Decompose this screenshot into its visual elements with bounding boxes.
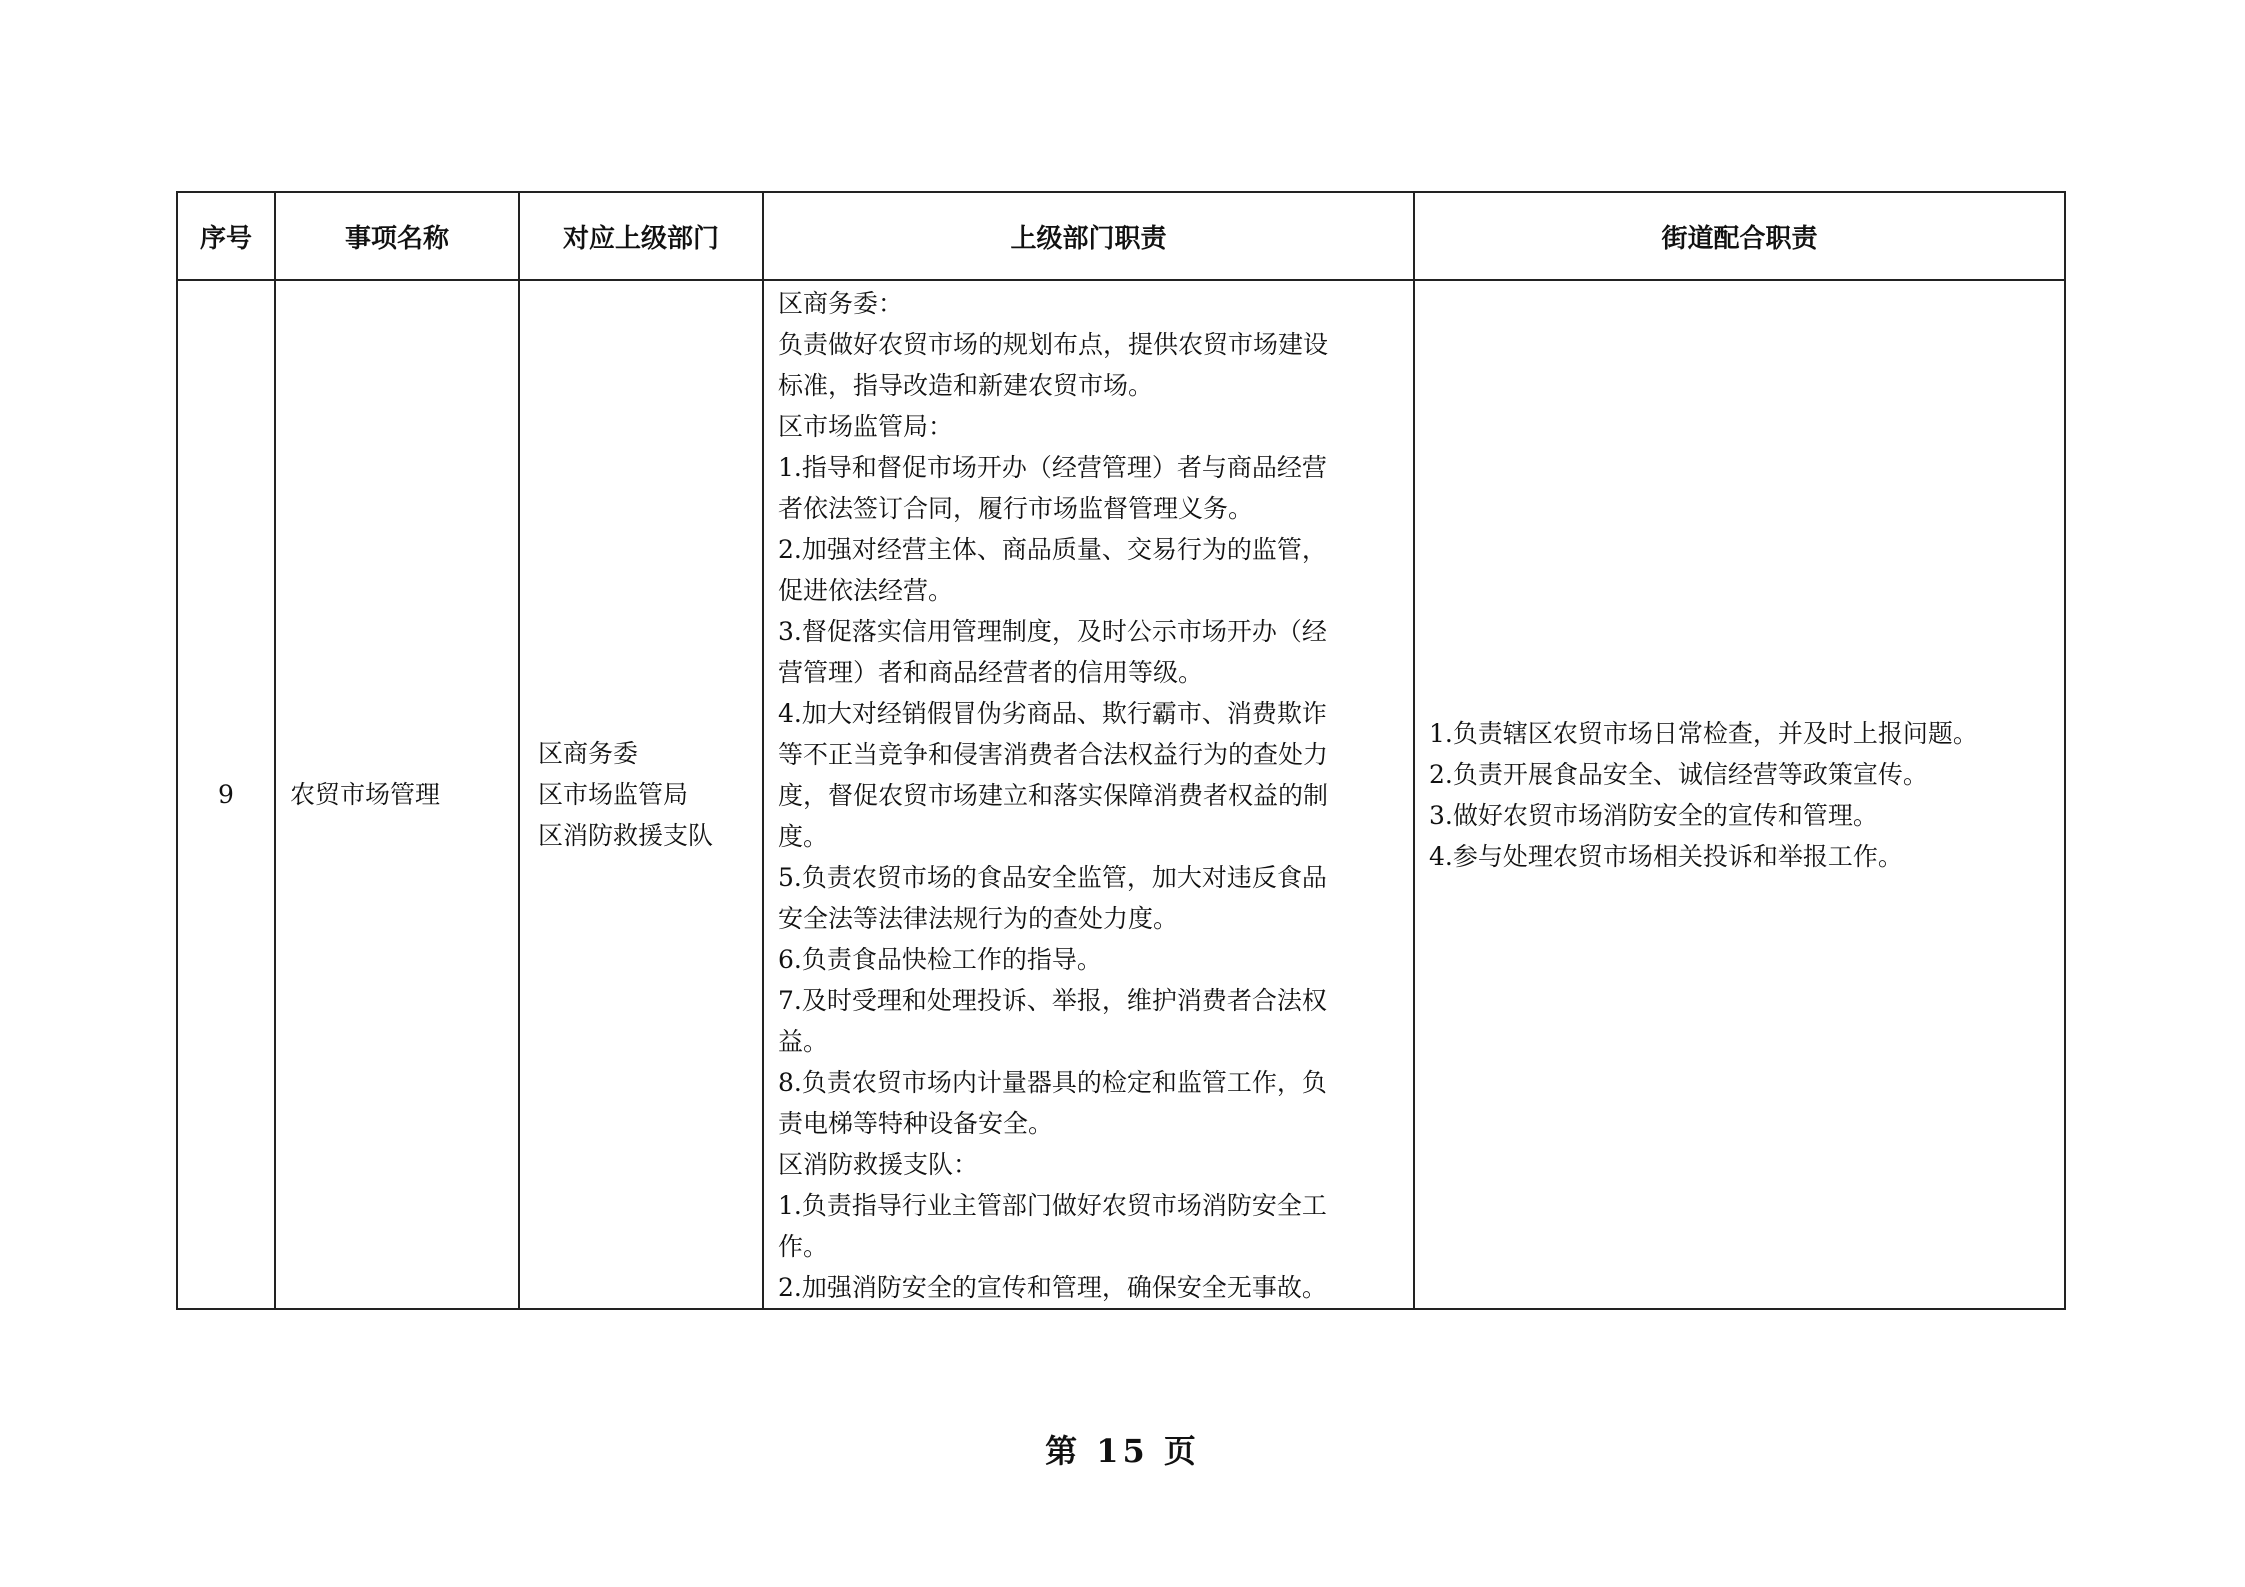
duty-line: 度。 [778, 822, 829, 851]
duty-line: 4.加大对经销假冒伪劣商品、欺行霸市、消费欺诈 [778, 699, 1327, 728]
duty-line: 8.负责农贸市场内计量器具的检定和监管工作，负 [778, 1068, 1327, 1097]
header-upper-dept: 对应上级部门 [519, 192, 763, 280]
duty-line: 2.加强消防安全的宣传和管理，确保安全无事故。 [778, 1273, 1327, 1302]
street-duty-line: 2.负责开展食品安全、诚信经营等政策宣传。 [1429, 759, 1928, 789]
street-duty-line: 1.负责辖区农贸市场日常检查，并及时上报问题。 [1429, 718, 1978, 748]
table-header-row [177, 192, 2065, 280]
header-seq: 序号 [177, 192, 275, 280]
page-number: 第 15 页 [1045, 1432, 1200, 1470]
duty-line: 等不正当竞争和侵害消费者合法权益行为的查处力 [778, 740, 1329, 769]
duty-line: 1.指导和督促市场开办（经营管理）者与商品经营 [778, 453, 1327, 482]
header-upper-duties: 上级部门职责 [763, 192, 1414, 280]
table-row [177, 280, 2065, 1309]
duty-line: 营管理）者和商品经营者的信用等级。 [778, 658, 1204, 687]
row-street-duties [1414, 280, 2065, 1309]
row-seq: 9 [177, 280, 275, 1309]
duty-line: 促进依法经营。 [778, 576, 954, 605]
duty-line: 度，督促农贸市场建立和落实保障消费者权益的制 [778, 781, 1329, 810]
duty-line: 7.及时受理和处理投诉、举报，维护消费者合法权 [778, 986, 1327, 1015]
duty-line: 标准，指导改造和新建农贸市场。 [778, 371, 1154, 400]
duty-line: 作。 [778, 1232, 829, 1261]
duty-line: 者依法签订合同，履行市场监督管理义务。 [778, 494, 1254, 523]
upper-dept-item: 区消防救援支队 [538, 821, 714, 850]
duty-line: 3.督促落实信用管理制度，及时公示市场开办（经 [778, 617, 1327, 646]
duty-line: 安全法等法律法规行为的查处力度。 [778, 904, 1179, 933]
street-duty-line: 3.做好农贸市场消防安全的宣传和管理。 [1429, 800, 1878, 830]
upper-dept-item: 区商务委 [538, 739, 639, 768]
duty-line: 区商务委： [778, 289, 904, 318]
duty-line: 5.负责农贸市场的食品安全监管，加大对违反食品 [778, 863, 1327, 892]
street-duty-line: 4.参与处理农贸市场相关投诉和举报工作。 [1429, 841, 1903, 871]
duty-line: 区消防救援支队： [778, 1150, 979, 1179]
duty-line: 1.负责指导行业主管部门做好农贸市场消防安全工 [778, 1191, 1327, 1220]
duty-line: 负责做好农贸市场的规划布点，提供农贸市场建设 [778, 330, 1329, 359]
duty-line: 责电梯等特种设备安全。 [778, 1109, 1054, 1138]
header-street-duties: 街道配合职责 [1414, 192, 2065, 280]
row-upper-depts [519, 280, 763, 1309]
header-item-name: 事项名称 [275, 192, 519, 280]
duty-line: 区市场监管局： [778, 412, 954, 441]
row-upper-duties [763, 280, 1414, 1309]
duties-table [176, 191, 2066, 1310]
upper-dept-item: 区市场监管局 [538, 780, 689, 809]
duty-line: 2.加强对经营主体、商品质量、交易行为的监管， [778, 535, 1327, 564]
duty-line: 益。 [778, 1027, 829, 1056]
row-item-name: 农贸市场管理 [275, 280, 519, 1309]
duty-line: 6.负责食品快检工作的指导。 [778, 945, 1102, 974]
